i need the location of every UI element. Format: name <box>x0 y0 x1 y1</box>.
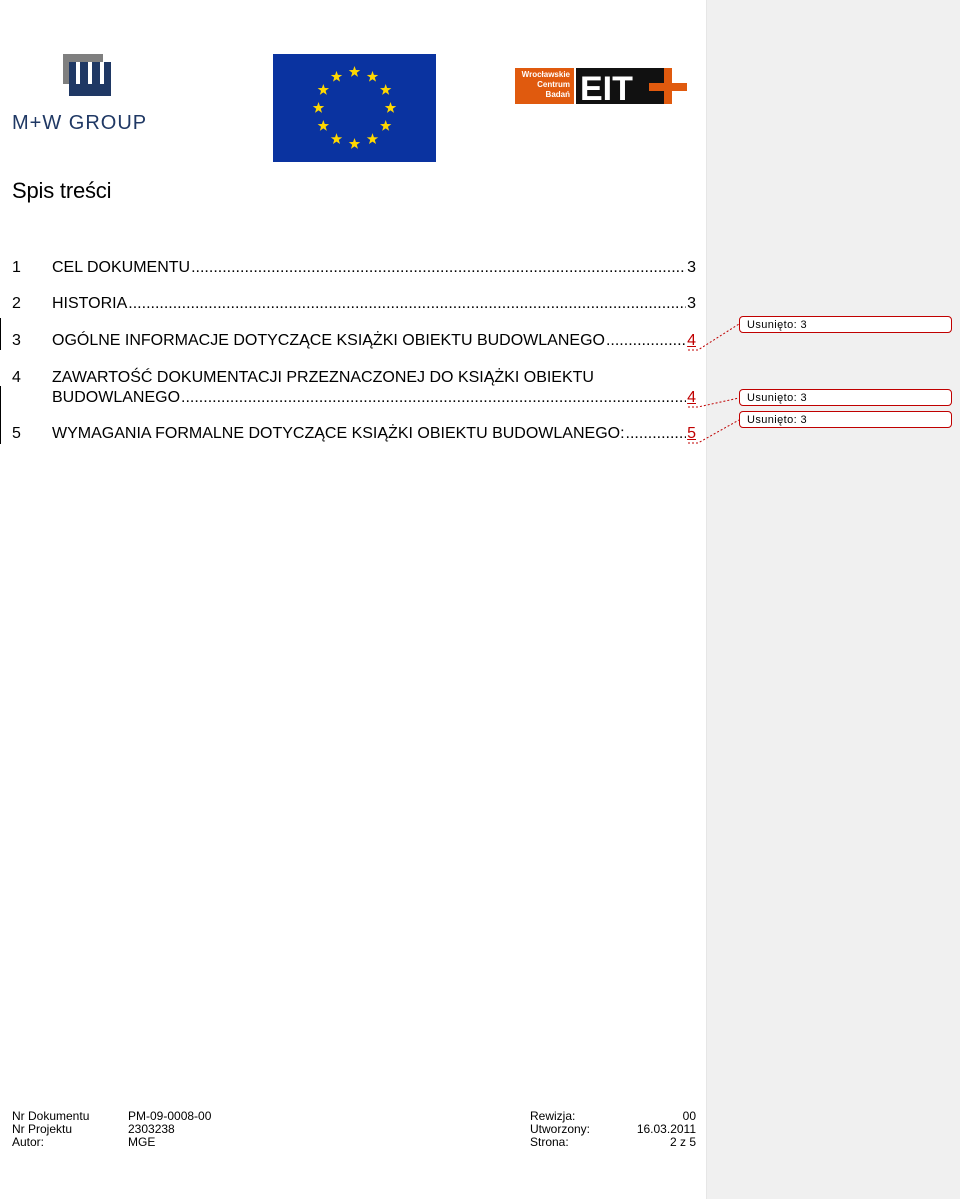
toc-entry-text[interactable]: WYMAGANIA FORMALNE DOTYCZĄCE KSIĄŻKI OBIEKTU BUDOWLANEGO: <box>52 425 625 442</box>
footer-value: 16.03.2011 <box>636 1122 696 1136</box>
change-bar <box>0 318 1 350</box>
toc-entry-3[interactable] <box>12 331 696 351</box>
toc-entry-text[interactable]: CEL DOKUMENTU <box>52 259 191 276</box>
toc-entry-page[interactable]: 3 <box>687 259 696 276</box>
footer-label: Rewizja: <box>530 1109 576 1123</box>
footer-value: PM-09-0008-00 <box>128 1109 212 1123</box>
footer-label: Strona: <box>530 1135 569 1149</box>
toc-entry-number: 1 <box>12 259 21 276</box>
mw-group-wordmark: M+W GROUP <box>12 112 148 134</box>
footer-value: MGE <box>128 1135 156 1149</box>
svg-text:Wrocławskie: Wrocławskie <box>521 70 570 79</box>
toc-dot-leader <box>191 258 686 278</box>
revision-comment-deleted[interactable]: Usunięto: 3 <box>739 316 952 333</box>
toc-entry-number: 3 <box>12 332 21 349</box>
mw-group-logo <box>12 54 164 134</box>
footer-value: 2303238 <box>128 1122 175 1136</box>
toc-dot-leader <box>606 331 686 351</box>
toc-entry-1[interactable] <box>12 258 696 278</box>
toc-entry-number: 4 <box>12 369 21 386</box>
svg-text:Badań: Badań <box>545 90 570 99</box>
toc-entry-text[interactable]: BUDOWLANEGO <box>52 389 181 406</box>
footer-row <box>12 1123 696 1136</box>
footer-row <box>12 1136 696 1149</box>
revision-comment-deleted[interactable]: Usunięto: 3 <box>739 411 952 428</box>
footer-label: Utworzony: <box>530 1122 591 1136</box>
toc-entry-number: 5 <box>12 425 21 442</box>
footer-label: Autor: <box>12 1135 45 1149</box>
toc-entry-text[interactable]: HISTORIA <box>52 295 128 312</box>
toc-entry-page-changed[interactable]: 4 <box>687 332 696 349</box>
footer-value: 2 z 5 <box>669 1135 696 1149</box>
footer-label: Nr Projektu <box>12 1122 73 1136</box>
footer-row <box>12 1110 696 1123</box>
toc-entry-number: 2 <box>12 295 21 312</box>
toc-entry-page-changed[interactable]: 4 <box>687 389 696 406</box>
toc-entry-page[interactable]: 3 <box>687 295 696 312</box>
toc-entry-page-changed[interactable]: 5 <box>687 425 696 442</box>
toc-entry-4[interactable] <box>12 368 696 408</box>
footer-label: Nr Dokumentu <box>12 1109 90 1123</box>
toc-entry-text-line1[interactable]: ZAWARTOŚĆ DOKUMENTACJI PRZEZNACZONEJ DO KSIĄŻKI OBIEKTU <box>52 369 594 386</box>
toc-title: Spis treści <box>12 178 112 203</box>
toc-dot-leader <box>626 424 687 444</box>
revision-comment-deleted[interactable]: Usunięto: 3 <box>739 389 952 406</box>
svg-text:EIT: EIT <box>580 70 633 106</box>
svg-text:Centrum: Centrum <box>537 80 570 89</box>
revision-margin-pane <box>706 0 960 1199</box>
toc-dot-leader <box>181 388 686 408</box>
toc-dot-leader <box>128 294 686 314</box>
eit-plus-logo <box>515 66 690 106</box>
document-footer <box>12 1110 696 1149</box>
change-bar <box>0 386 1 444</box>
footer-value: 00 <box>682 1109 696 1123</box>
toc-entry-5[interactable] <box>12 424 696 444</box>
toc-entry-text[interactable]: OGÓLNE INFORMACJE DOTYCZĄCE KSIĄŻKI OBIEKTU BUDOWLANEGO <box>52 332 605 349</box>
eu-flag-logo <box>273 54 436 162</box>
toc-entry-2[interactable] <box>12 294 696 314</box>
